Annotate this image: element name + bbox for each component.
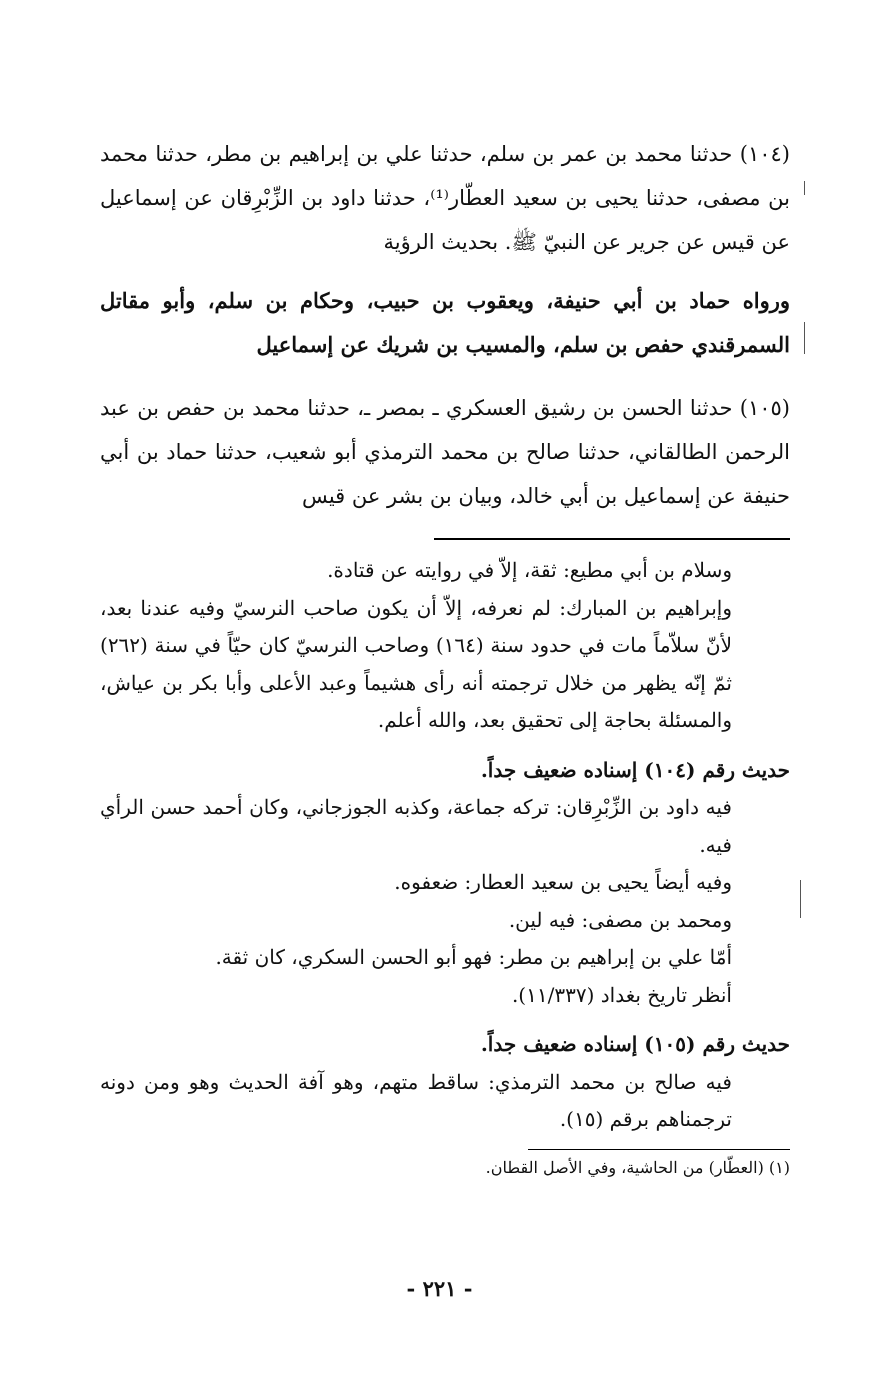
section-105-heading: حديث رقم (١٠٥) إسناده ضعيف جداً. — [480, 1032, 790, 1056]
section-104-line: فيه داود بن الزِّبْرِقان: تركه جماعة، وكذبه الجوزجاني، وكان أحمد حسن الرأي فيه. — [100, 795, 732, 857]
commentary-line-ibrahim: وإبراهيم بن المبارك: لم نعرفه، إلاّ أن يكون صاحب النرسيّ وفيه عندنا بعد، لأنّ سلاّماً مات في حدود سنة (١٦٤) وصاحب النرسيّ كان حيّاً في سنة (٢٦٢) ثمّ إنّه يظهر من خلال ترجمته أنه رأى هشيماً وعبد الأعلى وأبا بكر بن عياش، والمسئلة بحاجة إلى تحقيق بعد، والله أعلم. — [100, 595, 732, 732]
section-104-line: ومحمد بن مصفى: فيه لين. — [508, 907, 732, 932]
section-104-line: وفيه أيضاً يحيى بن سعيد العطار: ضعفوه. — [394, 870, 732, 894]
commentary-separator — [434, 538, 790, 540]
commentary-line-sallam: وسلام بن أبي مطيع: ثقة، إلاّ في روايته عن قتادة. — [327, 558, 732, 582]
section-105-line: فيه صالح بن محمد الترمذي: ساقط متهم، وهو آفة الحديث وهو ومن دونه ترجمناهم برقم (١٥). — [100, 1069, 732, 1131]
page-body — [100, 132, 790, 1182]
margin-mark — [800, 880, 801, 918]
hadith-104-text: (١٠٤) حدثنا محمد بن عمر بن سلم، حدثنا علي بن إبراهيم بن مطر، حدثنا محمد بن مصفى، حدثنا يحيى بن سعيد العطّار⁽¹⁾، حدثنا داود بن الزِّبْرِقان عن إسماعيل عن قيس عن جرير عن النبيّ ﷺ. بحديث الرؤية — [100, 142, 790, 254]
margin-mark — [804, 322, 805, 354]
section-104-heading: حديث رقم (١٠٤) إسناده ضعيف جداً. — [480, 757, 790, 782]
footnote-separator — [528, 1149, 790, 1150]
margin-mark — [804, 181, 805, 195]
page-number: - ٢٢١ - — [406, 1276, 473, 1301]
narration-variants-text: ورواه حماد بن أبي حنيفة، ويعقوب بن حبيب، وحكام بن سلم، وأبو مقاتل السمرقندي حفص بن سلم، والمسيب بن شريك عن إسماعيل — [100, 288, 790, 357]
footnote-text: (١) (العطّار) من الحاشية، وفي الأصل القطان. — [485, 1157, 790, 1177]
hadith-105-text: (١٠٥) حدثنا الحسن بن رشيق العسكري ـ بمصر ـ، حدثنا محمد بن حفص بن عبد الرحمن الطالقاني، حدثنا صالح بن محمد الترمذي أبو شعيب، حدثنا حماد بن أبي حنيفة عن إسماعيل بن أبي خالد، وبيان بن بشر عن قيس — [100, 396, 790, 508]
section-104-line: أنظر تاريخ بغداد (١١/٣٣٧). — [511, 982, 732, 1007]
section-104-line: أمّا علي بن إبراهيم بن مطر: فهو أبو الحسن السكري، كان ثقة. — [215, 945, 732, 969]
